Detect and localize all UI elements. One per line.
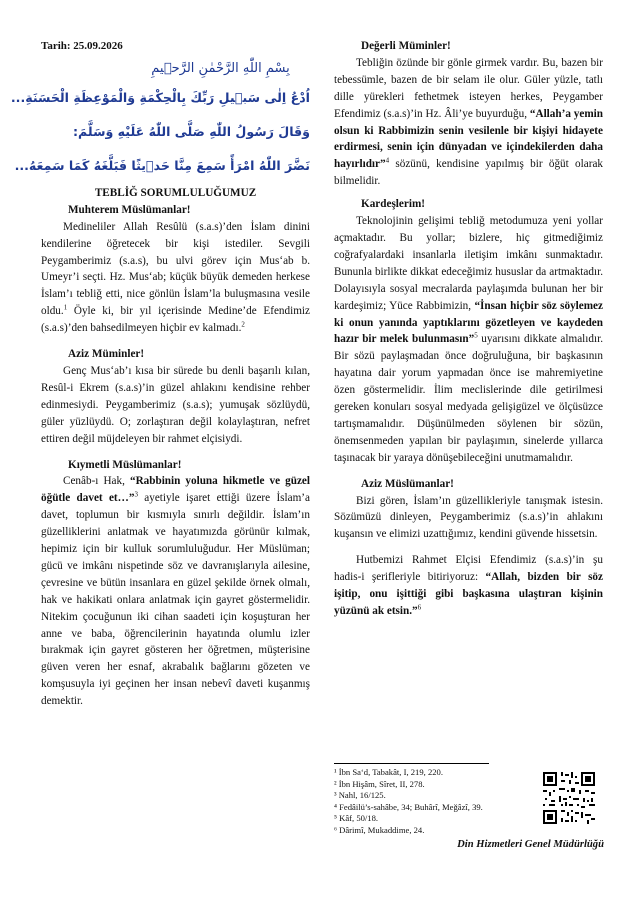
arabic-verse-3: نَضَّرَ اللّٰهُ امْرَأً سَمِعَ مِنَّا حَد۪يثًا فَبَلَّغَهُ كَمَا سَمِعَهُ... <box>14 157 310 173</box>
footnotes <box>334 763 524 837</box>
paragraph-left-1: Medineliler Allah Resûlü (s.a.s)’den İslam dinini kendilerine öğretecek bir kişi istediler. Sevgili Peygamberimiz (s.a.s), bu ulvi görev için Mus‘ab b. Umeyr’i seçti. Hz. Mus‘ab; küçük büyük demeden herkese İslam’ı tebliğ etti, nice gönlün İslam’la buluşmasına vesile oldu.$^1$ Öyle ki, bir yıl içerisinde Medine’de Efendimiz (s.a.s)’den bahsedilmeyen hiçbir ev kalmadı.$^2$ <box>41 220 310 335</box>
footnote-6: ⁶ Dârimî, Mukaddime, 24. <box>334 824 425 835</box>
footnote-divider <box>334 763 489 764</box>
footnote-3: ³ Nahl, 16/125. <box>334 790 386 801</box>
footnote-ref-4: 4 <box>385 156 390 165</box>
right-column <box>334 38 603 620</box>
heading-degerli: Değerli Müminler! <box>361 40 451 52</box>
qr-code-icon <box>541 770 597 826</box>
footnote-4: ⁴ Fedâilü’s-sahâbe, 34; Buhârî, Meğâzî, 39. <box>334 801 483 812</box>
paragraph-right-2: Teknolojinin gelişimi tebliğ metodumuza yeni yollar açmaktadır. Bu yollar; bizlere, hiç gitmediğimiz coğrafyalardaki insanlarla iletişim imkânı sunmaktadır. Bununla birlikte dikkat edeceğimiz hususlar da artmaktadır. Dolayısıyla sosyal mecralarda paylaşımda bulunan her bir kardeşimiz; Yüce Rabbimizin, “İnsan hiçbir söz söylemez ki onun yanında yaptıklarını gözetleyen ve kaydeden hazır bir melek bulunmasın”$^5$ uyarısını dikkate almalıdır. Bir sözü paylaşmadan önce doğruluğuna, bir başkasının hayatına dair yorum yapmadan önce ise mahremiyetine özen göstermelidir. İlim meclislerinde dile getirilmesi gereken konuları sosyal medyada gelişigüzel ve ölçüsüzce tartışmamalıdır. Düşünülmeden söylenen bir sözün, önemsenmeden yapılan bir paylaşımın, sinelerde yıllarca taşınacak bir yaraya dönüşebileceğini unutmamalıdır. <box>334 215 603 464</box>
paragraph-left-2: Genç Mus‘ab’ı kısa bir sürede bu denli başarılı kılan, Resûl-i Ekrem (s.a.s)’in güzel ahlakını kendisine rehber edinmesiydi. Peygamberimiz (s.a.s); yumuşak sözlüydü, güler yüzlüydü. O; zorlaştıran değil kolaylaştıran, nefret ettiren değil müjdeleyen bir rahmet elçisiydi. <box>41 364 310 445</box>
heading-muhterem: Muhterem Müslümanlar! <box>68 203 191 216</box>
footnote-ref-5: 5 <box>474 331 478 340</box>
paragraph-right-1: Tebliğin özünde bir gönle girmek vardır. Bu, bazen bir tebessümle, bazen de bir selam ile olur. Güler yüzle, tatlı dille yürekleri fethetmek isteyen herkes, Peygamber Efendimiz (s.a.s)’in Hz. Âli’ye buyurduğu, “Allah’a yemin olsun ki Rabbimizin senin vesilenle bir kişiyi hidayete erdirmesi, senin için dünyadan ve içindekilerden daha hayırlıdır”$^4$ sözünü, kendisine yapılmış bir öğüt olarak bilmelidir. <box>334 56 604 188</box>
footnote-ref-6: 6 <box>417 603 422 612</box>
heading-kardeslerim: Kardeşlerim! <box>361 198 425 211</box>
footnote-5: ⁵ Kâf, 50/18. <box>334 813 379 824</box>
arabic-verse-1: اُدْعُ اِلٰى سَب۪يلِ رَبِّكَ بِالْحِكْمَةِ وَالْمَوْعِظَةِ الْحَسَنَةِ... <box>10 89 310 105</box>
heading-aziz-muminler: Aziz Müminler! <box>68 348 145 361</box>
basmala-calligraphy: بِسْمِ اللّٰهِ الرَّحْمٰنِ الرَّح۪يمِ <box>151 60 290 76</box>
footnote-ref-3: 3 <box>134 490 138 499</box>
arabic-verse-2: وَقَالَ رَسُولُ اللّٰهِ صَلَّى اللّٰهُ عَلَيْهِ وَسَلَّمَ: <box>73 123 310 139</box>
footnote-2: ² İbn Hişâm, Sîret, II, 278. <box>334 778 425 789</box>
heading-kiymetli: Kıymetli Müslümanlar! <box>68 458 182 471</box>
date: Tarih: 25.09.2026 <box>41 40 123 52</box>
paragraph-right-3: Bizi gören, İslam’ın güzellikleriyle tanışmak istesin. Sözümüzü dinleyen, Peygamberimiz (s.a.s)’in ahlakını kuşansın ve elimizi uzattığımız, kendini güvende hissetsin. <box>334 494 603 541</box>
footnote-1: ¹ İbn Sa‘d, Tabakât, I, 219, 220. <box>334 767 443 777</box>
paragraph-left-3: Cenâb-ı Hak, “Rabbinin yoluna hikmetle ve güzel öğütle davet et…”$^3$ ayetiyle işaret ettiği üzere İslam’a davet, toplumun bir kısmıyla sınırlı değildir. İslam’ın güzelliklerini anlatmak ve hayatımızda görünür kılmak, hepimiz için bir kulluk sorumluluğudur. Her Müslüman; gücü ve imkânı nispetinde söz ve davranışlarıyla ailesine, çevresine ve bütün insanlara en güzel şekilde örnek olmalı, hak ve hakikati onlara anlatmak için gayret göstermelidir. Nitekim çocuğunun iki cihan saadeti için koşuşturan her anne ve baba, öğrencilerinin hayatında olumlu izler bırakmak için gayret gösteren her öğretmen, müşterisine güven veren her esnaf, akrabalık bağlarını gözeten ve komşusuyla iyi geçinen her insan nebevî daveti kuşanmış demektir. <box>41 475 310 708</box>
heading-aziz-muslumanlar: Aziz Müslümanlar! <box>361 477 454 490</box>
page-title: TEBLİĞ SORUMLULUĞUMUZ <box>94 186 257 199</box>
left-column <box>10 38 310 710</box>
signature-directorate: Din Hizmetleri Genel Müdürlüğü <box>457 839 604 850</box>
footnote-ref-1: 1 <box>63 303 68 312</box>
footnote-ref-2: 2 <box>241 320 245 329</box>
paragraph-right-4: Hutbemizi Rahmet Elçisi Efendimiz (s.a.s)’in şu hadis-i şerifleriyle bitiriyoruz: “Allah, bizden bir söz işitip, onu işittiği gibi başkasına ulaştıran kişinin yüzünü ak etsin.”$^6$ <box>334 554 603 617</box>
